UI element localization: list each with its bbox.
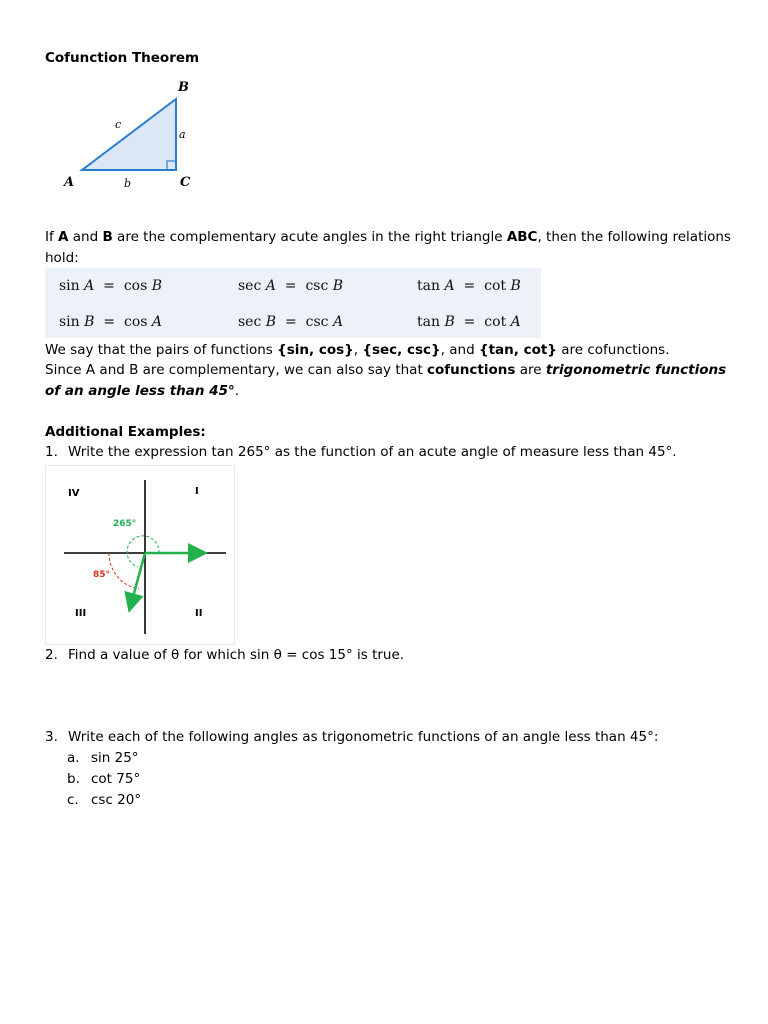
arc-85 (109, 553, 139, 589)
additional-examples-heading: Additional Examples: (45, 424, 206, 440)
quadrant-iii-label: III (75, 608, 87, 619)
side-c-label: c (115, 118, 122, 131)
vertex-b-label: B (178, 80, 189, 95)
identity-tan-b: tan B = cot A (417, 314, 521, 330)
angle-85-label: 85° (93, 570, 111, 580)
example-1: 1. Write the expression tan 265° as the function of an acute angle of measure less than 45°. (45, 444, 677, 460)
section-title: Cofunction Theorem (45, 50, 200, 66)
intro-paragraph: If A and B are the complementary acute angles in the right triangle ABC, then the following relations hold: (45, 229, 731, 266)
identity-sec-a: sec A = csc B (238, 278, 344, 294)
quadrant-iv-label: IV (68, 488, 80, 499)
triangle-shape (82, 99, 176, 170)
cofunction-pairs-paragraph: We say that the pairs of functions {sin, cos}, {sec, csc}, and {tan, cot} are cofunctions. (45, 342, 670, 358)
vertex-a-label: A (64, 175, 75, 190)
quadrant-i-label: I (195, 486, 199, 497)
subitem-c: c. csc 20° (67, 792, 142, 808)
terminal-side-arrow (130, 553, 145, 608)
example-3: 3. Write each of the following angles as trigonometric functions of an angle less than 45°: (45, 729, 659, 745)
identity-sec-b: sec B = csc A (238, 314, 344, 330)
vertex-c-label: C (180, 175, 191, 190)
identity-tan-a: tan A = cot B (417, 278, 521, 294)
example-2: 2. Find a value of θ for which sin θ = cos 15° is true. (45, 647, 405, 663)
angle-265-label: 265° (113, 519, 137, 529)
right-triangle-figure (55, 75, 215, 195)
side-b-label: b (124, 177, 132, 190)
complementary-paragraph: Since A and B are complementary, we can also say that cofunctions are trigonometric functions of an angle less than 45°. (45, 362, 727, 399)
subitem-b: b. cot 75° (67, 771, 141, 787)
side-a-label: a (179, 128, 186, 141)
identity-sin-a: sin A = cos B (59, 278, 163, 294)
quadrant-ii-label: II (195, 608, 203, 619)
identity-sin-b: sin B = cos A (59, 314, 163, 330)
quadrant-figure (45, 465, 235, 645)
subitem-a: a. sin 25° (67, 750, 139, 766)
